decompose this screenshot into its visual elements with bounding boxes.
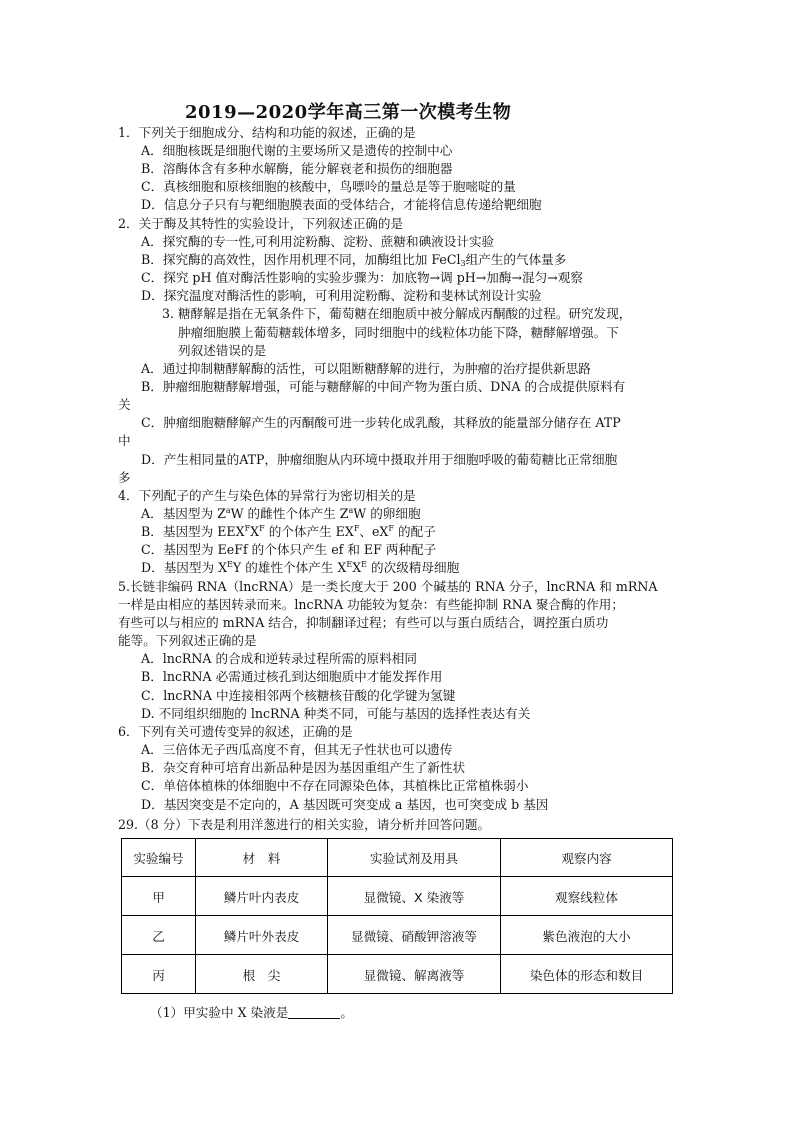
option: A．三倍体无子西瓜高度不育，但其无子性状也可以遗传	[141, 742, 453, 757]
option: C．真核细胞和原核细胞的核酸中，鸟嘌呤的量总是等于胞嘧啶的量	[141, 179, 516, 194]
answer-blank[interactable]	[288, 1006, 340, 1019]
option: D. 不同组织细胞的 lncRNA 种类不同，可能与基因的选择性表达有关	[141, 706, 531, 721]
table-row	[122, 955, 673, 994]
table-header-cell: 实验试剂及用具	[328, 839, 501, 877]
table-cell: 乙	[122, 916, 196, 955]
option: A．细胞核既是细胞代谢的主要场所又是遗传的控制中心	[141, 143, 453, 158]
table-row	[122, 916, 673, 955]
question-stem: 29.（8 分）下表是利用洋葱进行的相关实验，请分析并回答问题。	[118, 817, 491, 832]
table-header-cell: 观察内容	[501, 839, 673, 877]
option: B．肿瘤细胞糖酵解增强，可能与糖酵解的中间产物为蛋白质、DNA 的合成提供原料有	[141, 379, 626, 394]
option: C．单倍体植株的体细胞中不存在同源染色体，其植株比正常植株弱小	[141, 778, 529, 793]
option: A．lncRNA 的合成和逆转录过程所需的原料相同	[141, 651, 417, 666]
option-continuation: 关	[118, 397, 131, 412]
experiment-table	[121, 838, 673, 994]
option-continuation: 中	[118, 433, 131, 448]
question-stem: 有些可以与相应的 mRNA 结合，抑制翻译过程；有些可以与蛋白质结合，调控蛋白质功	[118, 615, 609, 630]
question-stem: 6．下列有关可遗传变异的叙述，正确的是	[118, 724, 353, 739]
option: B．杂交育种可培育出新品种是因为基因重组产生了新性状	[141, 760, 466, 775]
table-cell: 甲	[122, 877, 196, 916]
option: D．基因型为 $X^EY$ 的雄性个体产生 $X^EX^E$ 的次级精母细胞	[141, 560, 460, 575]
option: C．lncRNA 中连接相邻两个核糖核苷酸的化学键为氢键	[141, 688, 456, 703]
question-stem: 3. 糖酵解是指在无氧条件下，葡萄糖在细胞质中被分解成丙酮酸的过程。研究发现，	[162, 306, 632, 321]
sub-question: （1）甲实验中 X 染液是 。	[150, 1005, 353, 1020]
question-stem: 2．关于酶及其特性的实验设计，下列叙述正确的是	[118, 216, 404, 231]
option: D．信息分子只有与靶细胞膜表面的受体结合，才能将信息传递给靶细胞	[141, 197, 542, 212]
option: B．探究酶的高效性，因作用机理不同，加酶组比加 FeCl$_3$组产生的气体量多	[141, 252, 567, 268]
question-stem: 能等。下列叙述正确的是	[118, 633, 257, 648]
table-cell: 丙	[122, 955, 196, 994]
option: A．通过抑制糖酵解酶的活性，可以阻断糖酵解的进行，为肿瘤的治疗提供新思路	[141, 361, 591, 376]
option: C．基因型为 EeFf 的个体只产生 ef 和 EF 两种配子	[141, 542, 437, 557]
option: C．探究 pH 值对酶活性影响的实验步骤为：加底物→调 pH→加酶→混匀→观察	[141, 270, 583, 285]
question-stem: 一样是由相应的基因转录而来。lncRNA 功能较为复杂：有些能抑制 RNA 聚合酶的作用；	[118, 597, 624, 612]
option: D．探究温度对酶活性的影响，可利用淀粉酶、淀粉和斐林试剂设计实验	[141, 288, 542, 303]
option: B．溶酶体含有多种水解酶，能分解衰老和损伤的细胞器	[141, 161, 453, 176]
option: B．基因型为 $EEX^FX^F$ 的个体产生 $EX^F$、$eX^F$ 的配子	[141, 524, 436, 539]
question-stem: 1．下列关于细胞成分、结构和功能的叙述，正确的是	[118, 125, 416, 140]
option: B．lncRNA 必需通过核孔到达细胞质中才能发挥作用	[141, 669, 443, 684]
option: D．产生相同量的ATP，肿瘤细胞从内环境中摄取并用于细胞呼吸的葡萄糖比正常细胞	[141, 452, 618, 467]
option: A．探究酶的专一性,可利用淀粉酶、淀粉、蔗糖和碘液设计实验	[141, 234, 495, 249]
table-header-cell: 实验编号	[122, 839, 196, 877]
table-cell: 染色体的形态和数目	[501, 955, 673, 994]
table-cell: 鳞片叶内表皮	[196, 877, 328, 916]
table-cell: 观察线粒体	[501, 877, 673, 916]
table-cell: 显微镜、解离液等	[328, 955, 501, 994]
table-cell: 显微镜、X 染液等	[328, 877, 501, 916]
table-cell: 紫色液泡的大小	[501, 916, 673, 955]
question-stem: 4．下列配子的产生与染色体的异常行为密切相关的是	[118, 488, 416, 503]
option: A．基因型为 $Z^aW$ 的雌性个体产生 $Z^aW$ 的卵细胞	[141, 506, 421, 521]
question-stem: 5.长链非编码 RNA（lncRNA）是一类长度大于 200 个碱基的 RNA 分子，lncRNA 和 mRNA	[118, 579, 658, 594]
table-row	[122, 877, 673, 916]
page-title: 2019—2020学年高三第一次模考生物	[185, 102, 512, 123]
table-cell: 显微镜、硝酸钾溶液等	[328, 916, 501, 955]
question-stem: 列叙述错误的是	[178, 343, 267, 358]
table-header-cell: 材 料	[196, 839, 328, 877]
table-header-row	[122, 839, 673, 877]
table-cell: 鳞片叶外表皮	[196, 916, 328, 955]
option: C．肿瘤细胞糖酵解产生的丙酮酸可进一步转化成乳酸，其释放的能量部分储存在 ATP	[141, 415, 621, 430]
option: D．基因突变是不定向的，A 基因既可突变成 a 基因，也可突变成 b 基因	[141, 797, 549, 812]
table-cell: 根 尖	[196, 955, 328, 994]
option-continuation: 多	[118, 470, 131, 485]
question-stem: 肿瘤细胞膜上葡萄糖载体增多，同时细胞中的线粒体功能下降，糖酵解增强。下	[178, 325, 619, 340]
